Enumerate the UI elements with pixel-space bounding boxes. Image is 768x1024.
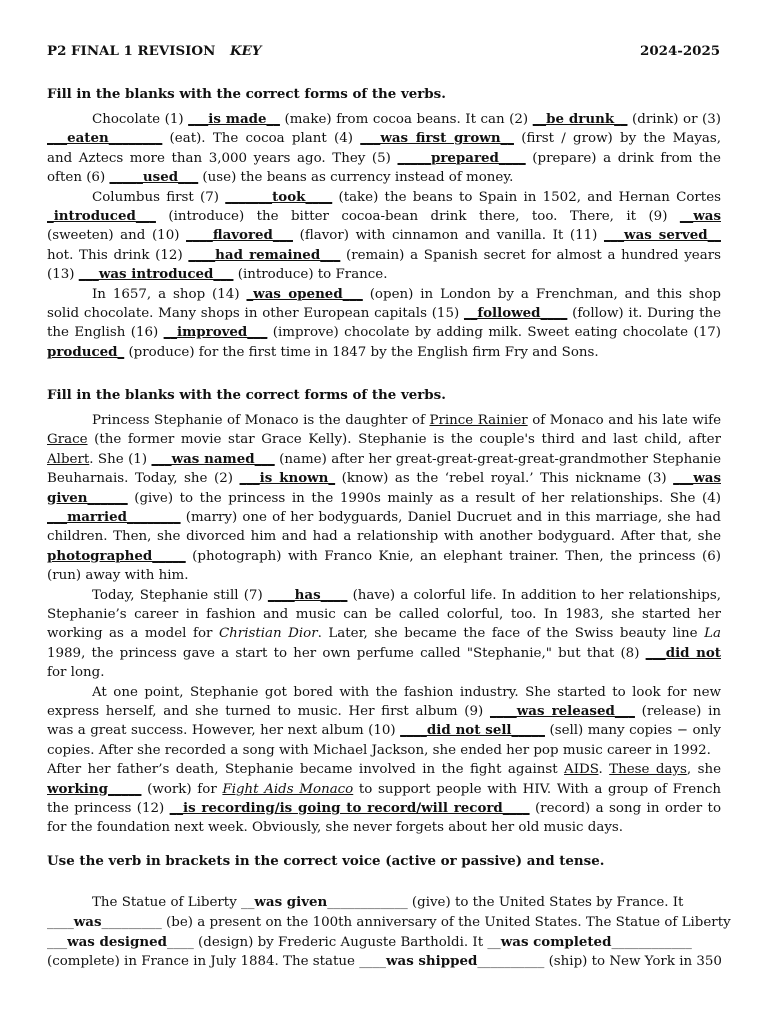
passage-line [47,343,599,362]
passage-text: Fight Aids Monaco [222,781,354,797]
answer-blank: ____flavored___ [186,227,293,244]
passage-line [47,207,721,226]
passage-text: ___ [47,934,68,950]
passage-line [47,527,721,546]
answer-blank: ___eaten________ [47,130,163,147]
answer-blank: produced_ [47,343,125,360]
passage-text: Stephanie’s career in fashion and music can be called colorful, too. In 1983, she started her [47,607,721,622]
passage-line [47,605,721,624]
passage-text: Grace [47,432,88,448]
passage-line [47,566,188,585]
passage-text: (remain) a Spanish secret for almost a hundred years [345,247,721,263]
passage-line [47,702,721,721]
passage-line [47,430,721,449]
passage-line [47,760,721,779]
answer-blank: ___was [673,470,721,487]
passage-text: express herself, and she turned to music. Her first album (9) [47,704,490,719]
passage-text: (have) a colorful life. In addition to her relationships, [347,587,721,603]
passage-text: the English (16) [47,325,164,341]
passage-text: (introduce) to France. [233,267,388,283]
passage-text: (make) from cocoa beans. It can (2) [279,112,533,127]
passage-text: ____ [47,914,74,930]
passage-text: for long. [47,665,105,681]
passage-text: AIDS [564,762,599,778]
passage-text: The Statue of Liberty __ [92,895,255,910]
answer-blank: ___was served__ [603,227,721,244]
passage-line [47,508,721,527]
passage-text: (complete) in France in July 1884. The statue ____ [47,954,386,970]
passage-text: Beuharnais. Today, she (2) [47,471,240,487]
answer-blank: ____was released___ [489,703,635,719]
passage-line [92,188,721,207]
section3-heading: Use the verb in brackets in the correct voice (active or passive) and tense. [47,853,605,869]
passage-text: children. Then, she divorced him and had a relationship with another bodyguard. After that, she [47,529,721,545]
passage-line [47,304,721,323]
passage-text: (produce) for the first time in 1847 by the English firm Fry and Sons. [124,344,599,360]
answer-blank: ____has____ [267,586,348,603]
passage-text: (use) the beans as currency instead of money. [198,170,514,186]
passage-text: Christian Dior [218,626,318,642]
answer-blank: _______took____ [225,188,333,205]
passage-text: (release) in [641,704,721,719]
passage-line [47,663,104,682]
passage-text: working as a model for [47,626,219,642]
passage-text: These days [609,762,687,778]
passage-text: ____________ (give) to the United States by France. It [327,895,684,910]
passage-text: _________ (be) a present on the 100th anniversary of the United States. The Statue of Liberty [101,914,731,930]
passage-text: to support people with HIV. With a group of French [358,781,721,797]
passage-text: . She (1) [89,451,152,467]
passage-line [47,780,721,799]
passage-text: La [704,626,721,642]
passage-line [47,323,721,342]
passage-text: (flavor) with cinnamon and vanilla. It (11) [292,228,604,244]
passage-line [92,893,683,912]
passage-line [47,799,721,818]
passage-text: After her father’s death, Stephanie became involved in the fight against [47,762,565,778]
answer-blank: __improved___ [163,324,268,341]
section1-heading: Fill in the blanks with the correct forms of the verbs. [47,86,446,102]
answer-blank: working_____ [47,780,142,797]
passage-text: ____________ [611,934,692,950]
answer-blank: _____used___ [109,169,199,186]
passage-line [47,450,721,469]
passage-text: was shipped [385,953,478,970]
passage-text: Princess Stephanie of Monaco is the daughter of [92,413,430,428]
passage-text: was a great success. However, her next album (10) [47,723,401,739]
answer-blank: ___was named___ [151,450,275,467]
answer-blank: _was opened___ [246,285,363,302]
passage-text: . [598,762,610,778]
passage-text: was designed [67,933,167,950]
answer-blank: ___is known_ [239,470,336,487]
passage-text: (sell) many copies − only [549,723,721,739]
passage-line [92,586,721,605]
answer-blank: __was [679,208,721,224]
passage-line [47,624,721,643]
passage-text: often (6) [47,170,110,186]
passage-line [47,644,721,663]
passage-line [47,469,721,488]
answer-blank: ___did not [645,644,721,661]
passage-text: (run) away with him. [47,568,189,584]
passage-text: (the former movie star Grace Kelly). Stephanie is the couple's third and last child, after [87,432,721,448]
passage-text: (improve) chocolate by adding milk. Sweet eating chocolate (17) [267,325,721,341]
passage-text: (give) to the princess in the 1990s mainly as a result of her relationships. She (4) [127,490,721,506]
passage-line [47,818,623,837]
answer-blank: __be drunk__ [532,111,628,127]
answer-blank: ____had remained___ [188,246,341,263]
passage-line [92,411,721,430]
passage-text: was [73,913,102,930]
answer-blank: given______ [47,489,128,506]
passage-text: copies. After she recorded a song with Michael Jackson, she ended her pop music career in 1992. [47,742,711,758]
school-year: 2024-2025 [640,43,721,59]
passage-text: . Later, she became the face of the Swiss beauty line [317,626,705,642]
passage-text: (record) a song in order to [534,801,721,816]
passage-line [47,547,721,566]
passage-text: ____ (design) by Frederic Auguste Bartholdi. It __ [167,934,501,950]
passage-line [47,489,721,508]
passage-text: Today, Stephanie still (7) [92,587,268,603]
passage-text: (prepare) a drink from the [532,150,721,166]
passage-text: (drink) or (3) [627,112,721,127]
passage-line [47,265,387,284]
passage-text: (open) in London by a Frenchman, and this shop [369,286,721,302]
passage-text: (take) the beans to Spain in 1502, and Hernan Cortes [338,189,721,205]
passage-line [92,683,721,702]
passage-text: (marry) one of her bodyguards, Daniel Ducruet and in this marriage, she had [185,510,721,525]
passage-line [47,741,711,760]
answer-blank: ___was introduced___ [78,266,234,283]
passage-line [92,110,721,129]
answer-blank: photographed_____ [47,547,186,564]
passage-text: and Aztecs more than 3,000 years ago. They (5) [47,150,398,166]
passage-text: (work) for [141,781,223,797]
passage-text: (sweeten) and (10) [47,228,187,244]
passage-line [47,129,721,148]
answer-blank: ___was first grown__ [360,130,514,147]
passage-line [47,721,721,740]
worksheet-title: P2 FINAL 1 REVISION [47,43,216,59]
passage-line [47,226,721,245]
passage-text: solid chocolate. Many shops in other European capitals (15) [47,306,464,321]
passage-line [47,952,722,971]
answer-blank: ___married________ [47,509,181,525]
answer-blank: __followed____ [463,305,568,321]
passage-text: __________ (ship) to New York in 350 [477,954,722,970]
passage-text: Albert [47,451,90,467]
passage-line [47,933,692,952]
passage-line [47,168,513,187]
passage-text: (name) after her great-great-great-great-grandmother Stephanie [279,451,721,467]
passage-text: Chocolate (1) [92,112,189,127]
passage-text: At one point, Stephanie got bored with the fashion industry. She started to look for new [92,684,721,700]
passage-line [92,285,721,304]
passage-text: was given [254,894,328,910]
answer-blank: _____prepared____ [397,149,526,166]
passage-text: (introduce) the bitter cocoa-bean drink there, too. There, it (9) [155,209,680,224]
passage-text: , she [686,762,721,778]
passage-text: (know) as the ‘rebel royal.’ This nickname (3) [335,471,674,487]
answer-blank: ____did not sell_____ [400,722,545,739]
passage-line [47,149,721,168]
section2-heading: Fill in the blanks with the correct forms of the verbs. [47,387,446,403]
passage-text: (first / grow) by the Mayas, [521,131,721,147]
answer-blank: _introduced___ [47,208,156,224]
passage-text: In 1657, a shop (14) [92,286,247,302]
passage-text: (13) [47,267,79,283]
passage-text: Prince Rainier [429,413,528,428]
passage-line [47,913,731,932]
passage-text: (photograph) with Franco Knie, an elephant trainer. Then, the princess (6) [185,548,721,564]
passage-text: (eat). The cocoa plant (4) [162,131,361,147]
passage-text: the princess (12) [47,801,170,816]
passage-text: Columbus first (7) [92,189,226,205]
passage-line [47,246,721,265]
answer-key-label: KEY [230,43,262,59]
passage-text: hot. This drink (12) [47,247,189,263]
passage-text: for the foundation next week. Obviously, she never forgets about her old music days. [47,820,624,836]
passage-text: (follow) it. During the [572,306,721,321]
passage-text: 1989, the princess gave a start to her own perfume called "Stephanie," but that (8) [47,645,646,661]
answer-blank: __is recording/is going to record/will record____ [169,800,530,816]
passage-text: was completed [500,933,612,950]
passage-text: of Monaco and his late wife [527,413,721,428]
answer-blank: ___is made__ [188,111,280,127]
